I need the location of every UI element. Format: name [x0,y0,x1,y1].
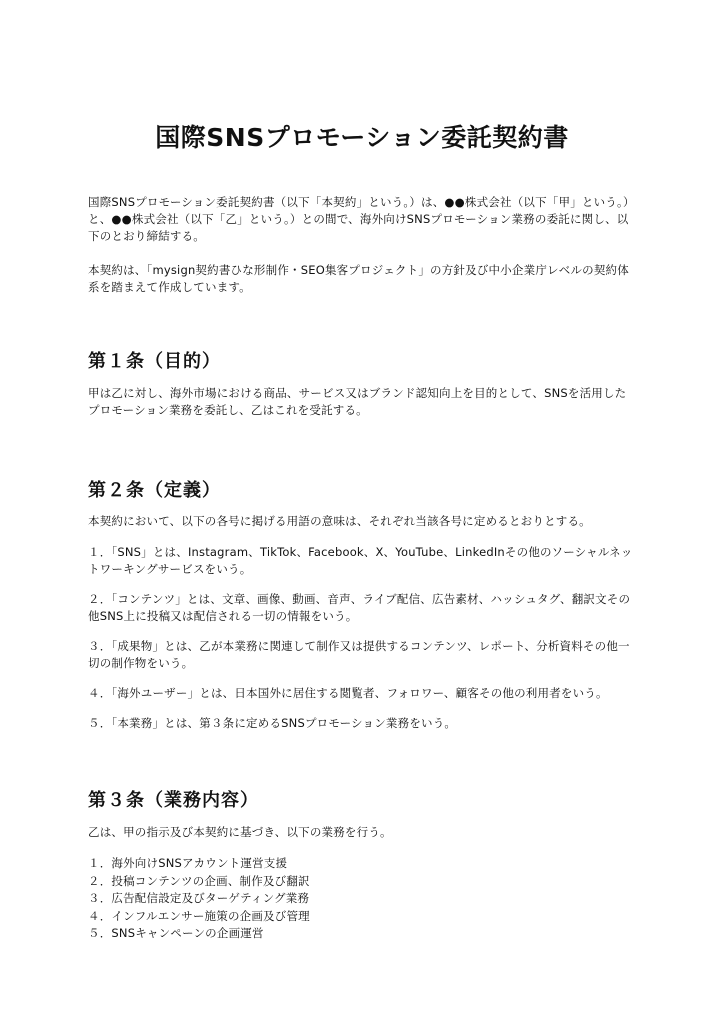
list-item: ５．「本業務」とは、第３条に定めるSNSプロモーション業務をいう。 [88,716,457,730]
article-3-intro [88,824,636,841]
article-text: 甲は乙に対し、海外市場における商品、サービス又はブランド認知向上を目的として、SNSを活用したプロモーション業務を委託し、乙はこれを受託する。 [88,386,627,417]
preamble-paragraph-2 [88,262,636,296]
list-item: １．「SNS」とは、Instagram、TikTok、Facebook、X、YouTube、LinkedInその他のソーシャルネットワーキングサービスをいう。 [88,545,633,576]
preamble-text: 国際SNSプロモーション委託契約書（以下「本契約」という。）は、●●株式会社（以下「甲」という。）と、●●株式会社（以下「乙」という。）との間で、海外向けSNSプロモーション業務の委託に関し、以下のとおり締結する。 [88,195,635,243]
list-item: ２．「コンテンツ」とは、文章、画像、動画、音声、ライブ配信、広告素材、ハッシュタグ、翻訳文その他SNS上に投稿又は配信される一切の情報をいう。 [88,592,631,623]
list-item: ４．インフルエンサー施策の企画及び管理 [88,908,310,923]
article-text: 本契約において、以下の各号に掲げる用語の意味は、それぞれ当該各号に定めるとおりとする。 [88,514,591,528]
list-item: ５．SNSキャンペーンの企画運営 [88,926,264,940]
article-3-list [88,855,636,943]
preamble-text: 本契約は、「mysign契約書ひな形制作・SEO集客プロジェクト」の方針及び中小企業庁レベルの契約体系を踏まえて作成しています。 [88,263,629,294]
article-2-item-5 [88,715,636,732]
document-title: 国際SNSプロモーション委託契約書 [155,123,569,152]
preamble-paragraph-1 [88,194,636,245]
article-1-heading: 第１条（目的） [88,351,221,372]
list-item: ２．投稿コンテンツの企画、制作及び翻訳 [88,873,310,888]
article-2-heading: 第２条（定義） [88,480,221,501]
article-2-item-2 [88,591,636,625]
article-2-item-3 [88,638,636,672]
list-item: １．海外向けSNSアカウント運営支援 [88,856,288,870]
article-text: 乙は、甲の指示及び本契約に基づき、以下の業務を行う。 [88,825,392,839]
article-2-item-4 [88,685,636,702]
article-3-heading: 第３条（業務内容） [88,790,259,811]
article-2-intro [88,513,636,530]
list-item: ３．「成果物」とは、乙が本業務に関連して制作又は提供するコンテンツ、レポート、分析資料その他一切の制作物をいう。 [88,639,630,670]
article-1-body [88,385,636,419]
list-item: ４．「海外ユーザー」とは、日本国外に居住する閲覧者、フォロワー、顧客その他の利用者をいう。 [88,686,608,700]
article-2-item-1 [88,544,636,578]
list-item: ３．広告配信設定及びターゲティング業務 [88,891,310,905]
